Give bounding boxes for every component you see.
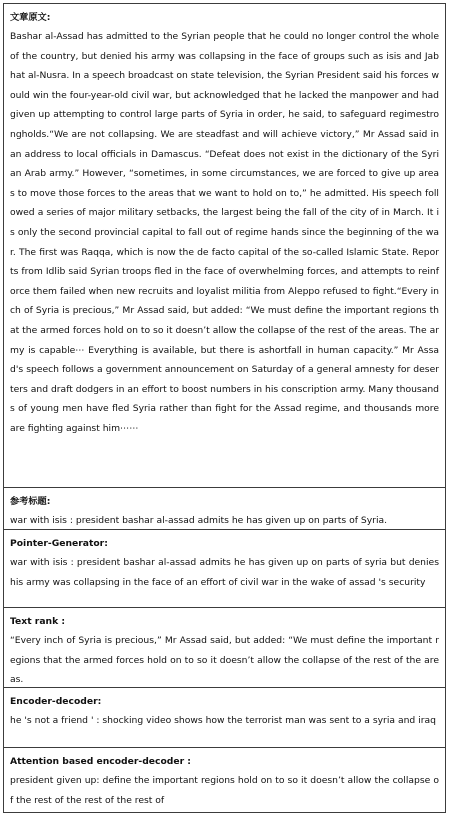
reference-title-heading: 参考标题: [10,496,51,507]
attention-encoder-decoder-heading: Attention based encoder-decoder : [10,756,191,767]
attention-encoder-decoder-text: president given up: define the important regions hold on to so it doesn’t allow the collapse of the rest of the rest of the rest of [10,775,439,806]
pointer-generator-section [4,530,445,608]
text-rank-text: “Every inch of Syria is precious,” Mr Assad said, but added: “We must define the important regions that the armed forces hold on to so it doesn’t allow the collapse of the rest of the areas. [10,635,439,686]
original-article-heading: 文章原文: [10,12,51,23]
text-rank-heading: Text rank : [10,616,66,627]
text-rank-section [4,608,445,688]
original-article-text: Bashar al-Assad has admitted to the Syrian people that he could no longer control the whole of the country, but denied his army was collapsing in the face of groups such as isis and Jabhat al-Nusra. In a speech broadcast on state television, the Syrian President said his forces would win the four-year-old civil war, but acknowledged that he lacked the manpower and had given up attempting to control large parts of Syria in order, he said, to safeguard regimestrongholds.“We are not collapsing. We are steadfast and will achieve victory,” Mr Assad said in an address to local officials in Damascus. “Defeat does not exist in the dictionary of the Syrian Arab army.” However, “sometimes, in some circumstances, we are forced to give up areas to move those forces to the areas that we want to hold on to,” he admitted. His speech followed a series of major military setbacks, the largest being the fall of the city of in March. It is only the second provincial capital to fall out of regime hands since the beginning of the war. The first was Raqqa, which is now the de facto capital of the so-called Islamic State. Reports from Idlib said Syrian troops fled in the face of overwhelming forces, and attempts to reinforce them failed when new recruits and loyalist militia from Aleppo refused to fight.“Every inch of Syria is precious,” Mr Assad said, but added: “We must define the important regions that the armed forces hold on to so it doesn’t allow the collapse of the rest of the areas. The army is capable⋯ Everything is available, but there is ashortfall in human capacity.” Mr Assad's speech follows a government announcement on Saturday of a general amnesty for deserters and draft dodgers in an effort to boost numbers in his conscription army. Many thousands of young men have fled Syria rather than fight for the Assad regime, and thousands more are fighting against him⋯⋯ [10,31,439,434]
encoder-decoder-heading: Encoder-decoder: [10,696,102,707]
pointer-generator-heading: Pointer-Generator: [10,538,108,549]
attention-encoder-decoder-section [4,748,445,812]
reference-title-text: war with isis : president bashar al-assad admits he has given up on parts of Syria. [10,515,388,526]
pointer-generator-text: war with isis : president bashar al-assad admits he has given up on parts of syria but denies his army was collapsing in the face of an effort of civil war in the wake of assad 's security [10,557,439,588]
reference-title-section [4,488,445,530]
comparison-table [3,3,446,813]
encoder-decoder-text: he 's not a friend ' : shocking video shows how the terrorist man was sent to a syria and iraq [10,715,436,726]
original-article-section [4,4,445,488]
encoder-decoder-section [4,688,445,748]
